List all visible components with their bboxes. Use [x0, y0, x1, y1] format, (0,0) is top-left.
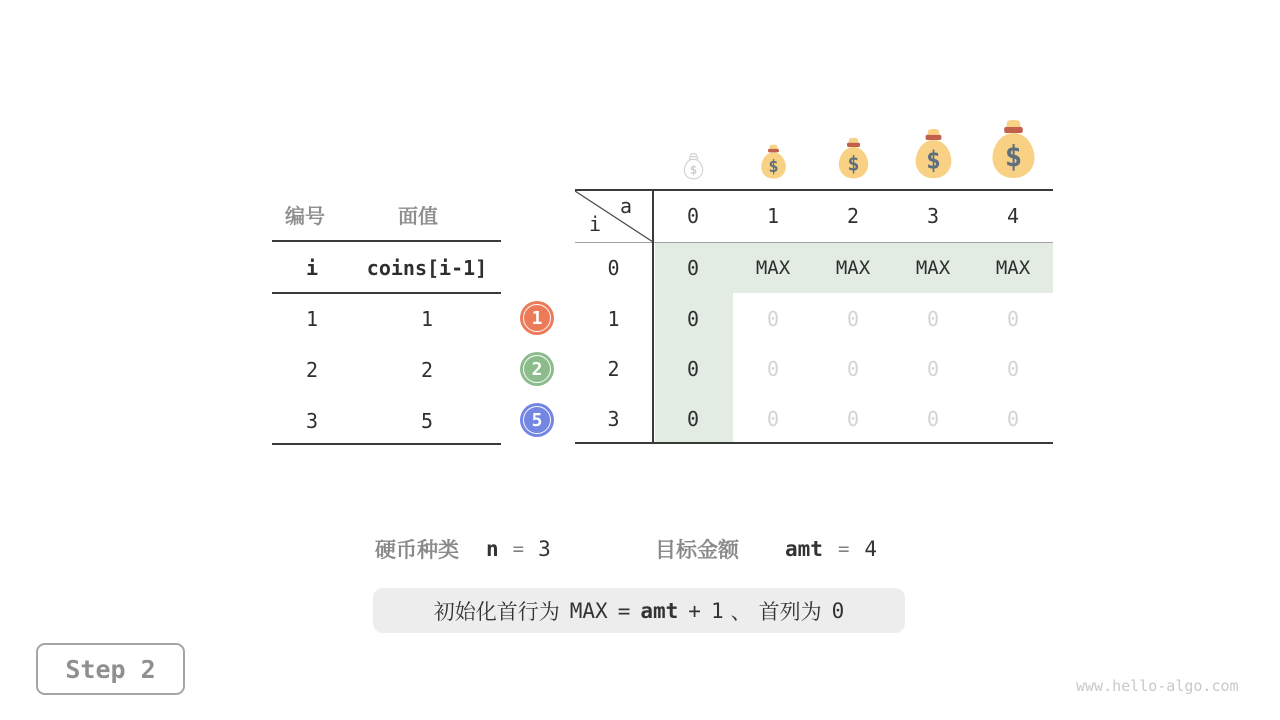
dp-cell-r2-c2: 0 [846, 357, 860, 381]
dp-cell-r3-c4: 0 [1006, 407, 1020, 431]
coin-row-2-index: 2 [305, 358, 319, 382]
note-var-amt: amt [640, 598, 679, 623]
coin-row-3-value: 5 [420, 409, 434, 433]
money-bag-faded-icon [682, 153, 705, 180]
col-header-4: 4 [1006, 204, 1020, 228]
legend-val-n: 3 [538, 537, 551, 561]
dp-cell-r0-c1: MAX [755, 257, 791, 279]
coin-row-2-value: 2 [420, 358, 434, 382]
coin-badge-5: 5 [520, 403, 554, 437]
note-eq: = [617, 598, 631, 623]
dp-cell-r1-c4: 0 [1006, 307, 1020, 331]
coin-table-rule-top [272, 240, 501, 242]
legend-coin-types-label: 硬币种类 [375, 539, 459, 562]
legend-coin-types [375, 534, 551, 564]
dp-cell-r0-c2: MAX [835, 257, 871, 279]
note-code-max: MAX [569, 598, 608, 623]
legend-val-amt: 4 [864, 537, 878, 561]
note-text-first-col: 首列为 [758, 600, 822, 624]
row-header-3: 3 [607, 407, 620, 431]
dp-cell-r0-c0: 0 [686, 256, 700, 280]
coin-badge-2: 2 [520, 352, 554, 386]
dp-cell-r3-c0: 0 [686, 407, 700, 431]
note-separator: 、 [730, 600, 752, 624]
row-header-1: 1 [607, 307, 620, 331]
col-header-3: 3 [926, 204, 940, 228]
dp-cell-r0-c3: MAX [915, 257, 951, 279]
col-header-1: 1 [766, 204, 780, 228]
note-plus: + [688, 598, 701, 623]
dp-cell-r0-c4: MAX [995, 257, 1031, 279]
legend-eq-1: = [512, 538, 525, 560]
col-header-2: 2 [846, 204, 860, 228]
svg-text:$: $ [1004, 139, 1023, 174]
coin-table-var-index: i [305, 256, 319, 280]
note-zero: 0 [831, 598, 845, 623]
legend-var-amt: amt [785, 537, 823, 561]
coin-row-3-index: 3 [305, 409, 319, 433]
note-box [373, 588, 905, 633]
legend-var-n: n [486, 537, 499, 561]
legend-eq-2: = [837, 538, 850, 560]
dp-cell-r1-c3: 0 [926, 307, 940, 331]
row-header-0: 0 [607, 256, 620, 280]
coin-table-rule-mid [272, 292, 501, 294]
coin-table-var-value: coins[i-1] [366, 256, 488, 280]
money-bag-icon [758, 144, 789, 180]
coin-badge-1: 1 [520, 301, 554, 335]
dp-cell-r2-c0: 0 [686, 357, 700, 381]
svg-text:$: $ [689, 161, 698, 177]
legend-target-amount-label: 目标金额 [655, 539, 739, 562]
dp-cell-r3-c1: 0 [766, 407, 780, 431]
dp-cell-r2-c4: 0 [1006, 357, 1020, 381]
coin-row-1-value: 1 [420, 307, 434, 331]
dp-cell-r3-c2: 0 [846, 407, 860, 431]
dp-cell-r2-c1: 0 [766, 357, 780, 381]
coin-table-header-value: 面值 [398, 206, 438, 228]
money-bag-icon [987, 119, 1040, 180]
svg-text:$: $ [847, 151, 860, 176]
corner-label-a: a [619, 194, 633, 218]
dp-cell-r1-c1: 0 [766, 307, 780, 331]
note-one: 1 [710, 598, 724, 623]
coin-table-header-number: 编号 [285, 206, 325, 228]
dp-cell-r1-c0: 0 [686, 307, 700, 331]
legend-target-amount [655, 534, 877, 564]
corner-label-i: i [588, 212, 602, 236]
dp-cell-r3-c3: 0 [926, 407, 940, 431]
col-header-0: 0 [686, 204, 700, 228]
step-button[interactable]: Step 2 [36, 643, 185, 695]
dp-cell-r2-c3: 0 [926, 357, 940, 381]
coin-row-1-index: 1 [305, 307, 319, 331]
row-header-2: 2 [607, 357, 620, 381]
money-bag-icon [911, 128, 956, 180]
svg-text:$: $ [768, 157, 779, 178]
coin-table-rule-bottom [272, 443, 501, 445]
dp-cell-r1-c2: 0 [846, 307, 860, 331]
money-bag-icon [835, 137, 872, 180]
site-url: www.hello-algo.com [1076, 677, 1239, 695]
note-text-init: 初始化首行为 [433, 600, 560, 624]
svg-text:$: $ [926, 145, 941, 175]
